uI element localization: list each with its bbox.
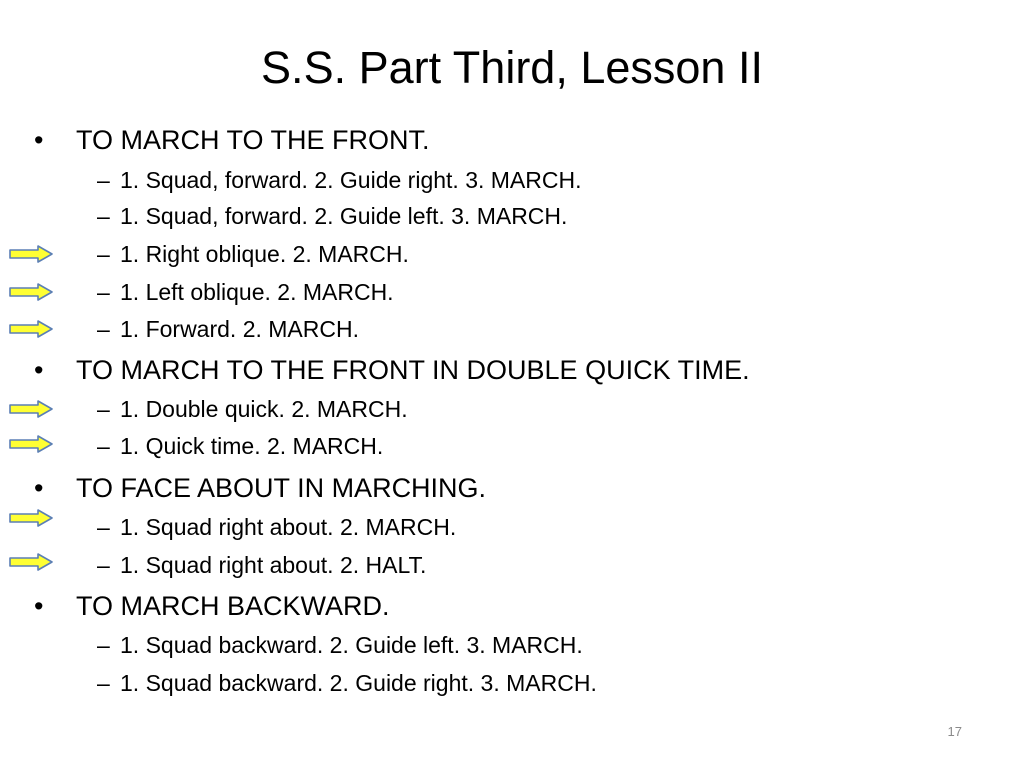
page-number: 17	[947, 724, 962, 739]
sub-bullet	[97, 394, 408, 424]
sub-bullet	[97, 314, 359, 344]
dash-icon: –	[97, 514, 110, 540]
sub-bullet	[97, 201, 568, 231]
sub-bullet	[97, 165, 582, 195]
dash-icon: –	[97, 552, 110, 578]
dash-icon: –	[97, 241, 110, 267]
dash-icon: –	[97, 279, 110, 305]
yellow-right-arrow-icon	[9, 553, 53, 571]
bullet-heading-text: TO FACE ABOUT IN MARCHING.	[76, 473, 487, 503]
sub-bullet-text: 1. Squad right about. 2. HALT.	[120, 552, 427, 578]
bullet-icon: •	[34, 591, 44, 621]
sub-bullet-text: 1. Squad, forward. 2. Guide left. 3. MARCH.	[120, 203, 568, 229]
sub-bullet-text: 1. Forward. 2. MARCH.	[120, 316, 359, 342]
sub-bullet	[97, 239, 409, 269]
sub-bullet-text: 1. Squad backward. 2. Guide right. 3. MARCH.	[120, 670, 597, 696]
sub-bullet	[97, 550, 427, 580]
dash-icon: –	[97, 433, 110, 459]
yellow-right-arrow-icon	[9, 400, 53, 418]
sub-bullet-text: 1. Squad backward. 2. Guide left. 3. MARCH.	[120, 632, 583, 658]
bullet-heading	[34, 123, 430, 157]
sub-bullet-text: 1. Quick time. 2. MARCH.	[120, 433, 384, 459]
bullet-icon: •	[34, 473, 44, 503]
yellow-right-arrow-icon	[9, 509, 53, 527]
dash-icon: –	[97, 167, 110, 193]
dash-icon: –	[97, 632, 110, 658]
bullet-heading-text: TO MARCH TO THE FRONT IN DOUBLE QUICK TIME.	[76, 355, 750, 385]
dash-icon: –	[97, 670, 110, 696]
sub-bullet	[97, 431, 384, 461]
sub-bullet-text: 1. Squad right about. 2. MARCH.	[120, 514, 457, 540]
bullet-heading-text: TO MARCH BACKWARD.	[76, 591, 390, 621]
sub-bullet	[97, 668, 597, 698]
slide-title: S.S. Part Third, Lesson II	[261, 42, 763, 93]
bullet-icon: •	[34, 125, 44, 155]
yellow-right-arrow-icon	[9, 320, 53, 338]
dash-icon: –	[97, 396, 110, 422]
sub-bullet	[97, 512, 457, 542]
bullet-heading-text: TO MARCH TO THE FRONT.	[76, 125, 430, 155]
yellow-right-arrow-icon	[9, 435, 53, 453]
bullet-heading	[34, 353, 750, 387]
sub-bullet-text: 1. Squad, forward. 2. Guide right. 3. MARCH.	[120, 167, 582, 193]
sub-bullet-text: 1. Right oblique. 2. MARCH.	[120, 241, 409, 267]
yellow-right-arrow-icon	[9, 245, 53, 263]
sub-bullet-text: 1. Left oblique. 2. MARCH.	[120, 279, 394, 305]
dash-icon: –	[97, 316, 110, 342]
bullet-icon: •	[34, 355, 44, 385]
bullet-heading	[34, 589, 390, 623]
sub-bullet	[97, 630, 583, 660]
sub-bullet	[97, 277, 394, 307]
bullet-heading	[34, 471, 487, 505]
dash-icon: –	[97, 203, 110, 229]
sub-bullet-text: 1. Double quick. 2. MARCH.	[120, 396, 408, 422]
yellow-right-arrow-icon	[9, 283, 53, 301]
